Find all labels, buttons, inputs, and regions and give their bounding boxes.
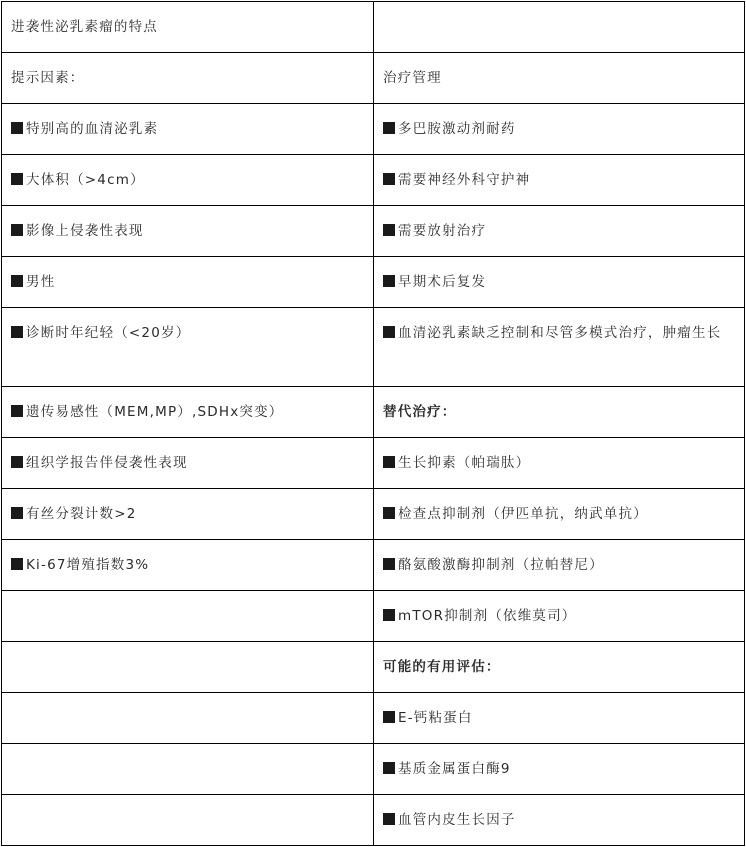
table-row [2,744,745,795]
table-row [2,489,745,540]
empty-cell [2,693,374,744]
square-bullet-icon [11,122,23,134]
square-bullet-icon [383,609,395,621]
alt-treatment-text: mTOR抑制剂（依维莫司） [398,608,577,624]
risk-factor-text: 组织学报告伴侵袭性表现 [26,455,188,471]
risk-factor-cell [2,155,374,206]
square-bullet-icon [11,405,23,417]
square-bullet-icon [11,507,23,519]
treatment-header: 治疗管理 [383,70,442,86]
table-row [2,642,745,693]
characteristics-table-container [1,1,744,846]
treatment-text: 需要放射治疗 [398,223,487,239]
table-row [2,438,745,489]
characteristics-table [1,1,745,846]
square-bullet-icon [383,456,395,468]
square-bullet-icon [383,711,395,723]
table-row [2,53,745,104]
square-bullet-icon [383,558,395,570]
risk-factor-cell [2,308,374,387]
square-bullet-icon [11,326,23,338]
treatment-cell [374,206,745,257]
alt-treatment-cell [374,540,745,591]
risk-factor-cell [2,206,374,257]
treatment-text: 需要神经外科守护神 [398,172,531,188]
alt-treatment-cell [374,489,745,540]
square-bullet-icon [383,326,395,338]
section-header-cell [374,642,745,693]
risk-factor-cell [2,489,374,540]
square-bullet-icon [383,762,395,774]
treatment-text: 多巴胺激动剂耐药 [398,121,516,137]
table-row [2,2,745,53]
square-bullet-icon [383,173,395,185]
evaluation-text: 血管内皮生长因子 [398,812,516,828]
table-row [2,540,745,591]
table-title: 进袭性泌乳素瘤的特点 [11,19,158,35]
alt-treatment-cell [374,438,745,489]
empty-cell [2,591,374,642]
table-row [2,591,745,642]
evaluation-cell [374,693,745,744]
section-header-cell [374,387,745,438]
column-header-cell [2,53,374,104]
empty-cell [374,2,745,53]
empty-cell [2,795,374,846]
risk-factor-cell [2,540,374,591]
square-bullet-icon [11,173,23,185]
alt-treatment-header: 替代治疗： [383,404,457,420]
treatment-cell [374,104,745,155]
square-bullet-icon [11,275,23,287]
evaluation-cell [374,744,745,795]
evaluation-text: E-钙粘蛋白 [398,710,473,726]
risk-factor-text: 大体积（>4cm） [26,172,145,188]
square-bullet-icon [11,224,23,236]
empty-cell [2,642,374,693]
table-row [2,387,745,438]
square-bullet-icon [383,813,395,825]
table-row [2,257,745,308]
table-row [2,308,745,387]
alt-treatment-cell [374,591,745,642]
table-row [2,155,745,206]
treatment-cell [374,308,745,387]
risk-factor-text: 特别高的血清泌乳素 [26,121,159,137]
risk-factor-text: 诊断时年纪轻（<20岁） [26,325,191,341]
table-row [2,104,745,155]
risk-factor-text: 影像上侵袭性表现 [26,223,144,239]
square-bullet-icon [383,507,395,519]
treatment-text: 血清泌乳素缺乏控制和尽管多模式治疗，肿瘤生长 [398,325,722,341]
risk-factor-text: 男性 [26,274,56,290]
risk-factor-cell [2,438,374,489]
treatment-cell [374,257,745,308]
risk-factor-text: Ki-67增殖指数3% [26,557,150,573]
risk-factor-cell [2,104,374,155]
alt-treatment-text: 酪氨酸激酶抑制剂（拉帕替尼） [398,557,604,573]
risk-factor-text: 遗传易感性（MEM,MP）,SDHx突变） [26,404,284,420]
evaluation-header: 可能的有用评估： [383,659,501,675]
square-bullet-icon [383,122,395,134]
empty-cell [2,744,374,795]
treatment-cell [374,155,745,206]
alt-treatment-text: 生长抑素（帕瑞肽） [398,455,531,471]
square-bullet-icon [383,275,395,287]
evaluation-cell [374,795,745,846]
risk-factor-cell [2,257,374,308]
evaluation-text: 基质金属蛋白酶9 [398,761,511,777]
table-row [2,795,745,846]
square-bullet-icon [11,456,23,468]
square-bullet-icon [383,224,395,236]
table-title-cell [2,2,374,53]
risk-factors-header: 提示因素： [11,70,85,86]
square-bullet-icon [11,558,23,570]
risk-factor-text: 有丝分裂计数>2 [26,506,137,522]
treatment-text: 早期术后复发 [398,274,487,290]
risk-factor-cell [2,387,374,438]
column-header-cell [374,53,745,104]
table-row [2,206,745,257]
alt-treatment-text: 检查点抑制剂（伊匹单抗，纳武单抗） [398,506,648,522]
table-row [2,693,745,744]
